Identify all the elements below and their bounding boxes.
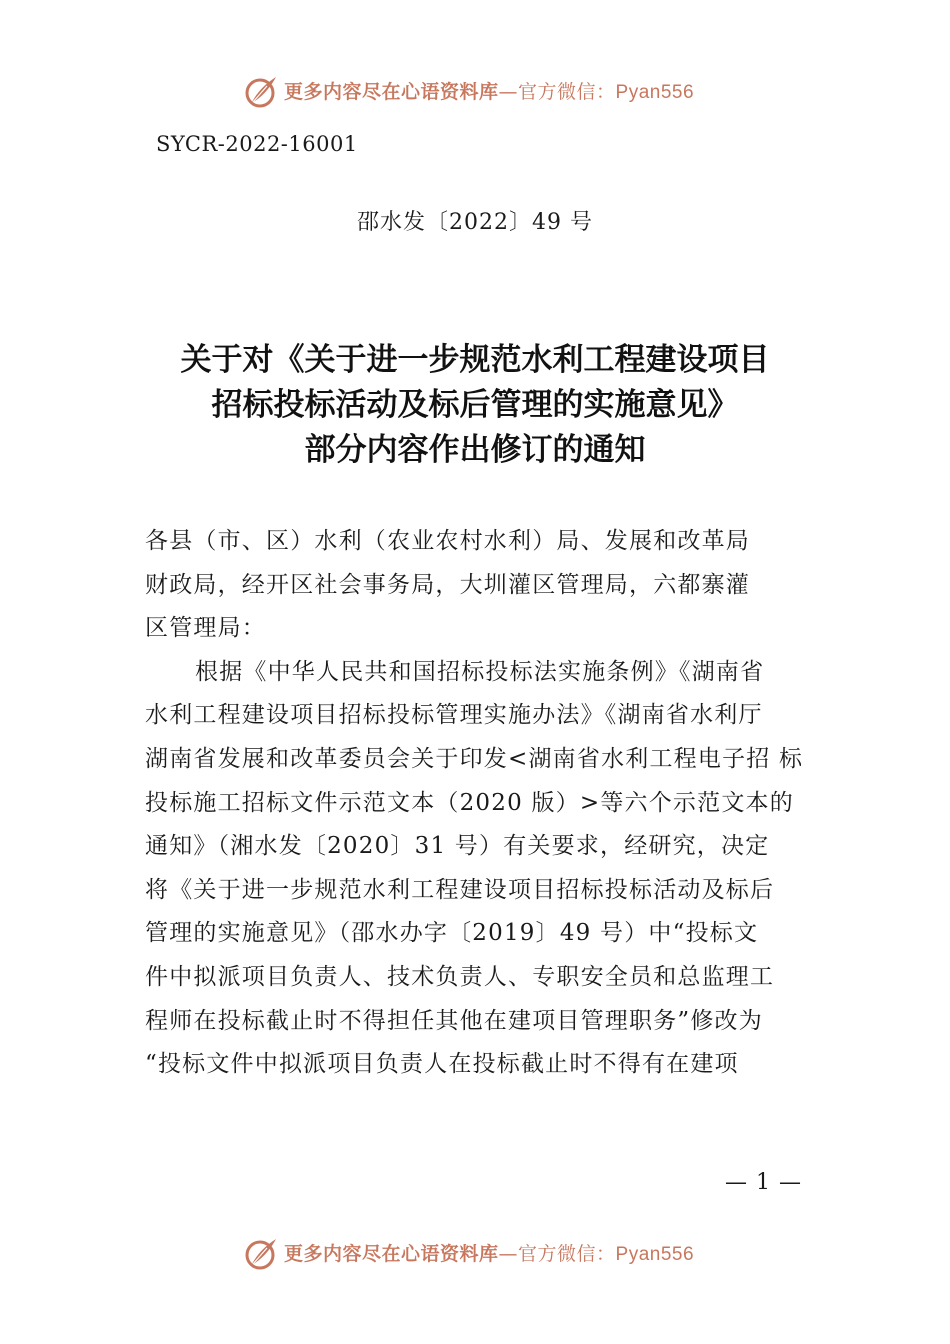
text-line: 根据《中华人民共和国招标投标法实施条例》《湖南省: [195, 658, 765, 685]
text-line: 将《关于进一步规范水利工程建设项目招标投标活动及标后: [145, 876, 775, 903]
text-line: 程师在投标截止时不得担任其他在建项目管理职务”修改为: [145, 1007, 763, 1034]
page-number: — 1 —: [725, 1170, 802, 1195]
document-code: SYCR-2022-16001: [156, 132, 358, 156]
text-line: 各县（市、区）水利（农业农村水利）局、发展和改革局: [145, 528, 750, 554]
watermark-id: Pyan556: [615, 82, 695, 103]
text-line: 件中拟派项目负责人、技术负责人、专职安全员和总监理工: [145, 963, 775, 990]
watermark-text: [284, 77, 694, 104]
watermark-sub: 官方微信：: [518, 1243, 616, 1265]
text-line: 通知》（湘水发〔2020〕31 号）有关要求，经研究，决定: [145, 833, 770, 860]
document-title: [0, 338, 950, 473]
text-line: “投标文件中拟派项目负责人在投标截止时不得有在建项: [145, 1051, 739, 1078]
watermark-text: [284, 1239, 694, 1266]
text-line: 湖南省发展和改革委员会关于印发<湖南省水利工程电子招 标: [145, 745, 804, 772]
watermark-main: 更多内容尽在心语资料库: [284, 1243, 499, 1265]
body-paragraph: [145, 651, 815, 1087]
watermark-dash: —: [498, 81, 519, 103]
text-line: 管理的实施意见》（邵水办字〔2019〕49 号）中“投标文: [145, 920, 759, 947]
text-line: 区管理局：: [145, 615, 266, 642]
watermark-main: 更多内容尽在心语资料库: [284, 81, 499, 103]
text-line: 投标施工招标文件示范文本（2020 版）>等六个示范文本的: [145, 789, 794, 816]
watermark-footer: [0, 1234, 950, 1274]
title-line: 部分内容作出修订的通知: [304, 432, 646, 468]
watermark-header: [0, 72, 950, 112]
addressee-paragraph: [145, 520, 815, 651]
text-line: 水利工程建设项目招标投标管理实施办法》《湖南省水利厅: [145, 702, 763, 729]
document-body: [145, 520, 815, 1087]
watermark-dash: —: [498, 1243, 519, 1265]
feather-pen-icon: [243, 74, 279, 110]
text-line: 财政局，经开区社会事务局，大圳灌区管理局，六都寨灌: [145, 571, 750, 598]
watermark-sub: 官方微信：: [518, 81, 616, 103]
title-line: 关于对《关于进一步规范水利工程建设项目: [180, 342, 770, 378]
watermark-id: Pyan556: [615, 1244, 695, 1265]
title-line: 招标投标活动及标后管理的实施意见》: [211, 387, 739, 423]
document-number: 邵水发〔2022〕49 号: [357, 210, 593, 235]
feather-pen-icon: [243, 1236, 279, 1272]
